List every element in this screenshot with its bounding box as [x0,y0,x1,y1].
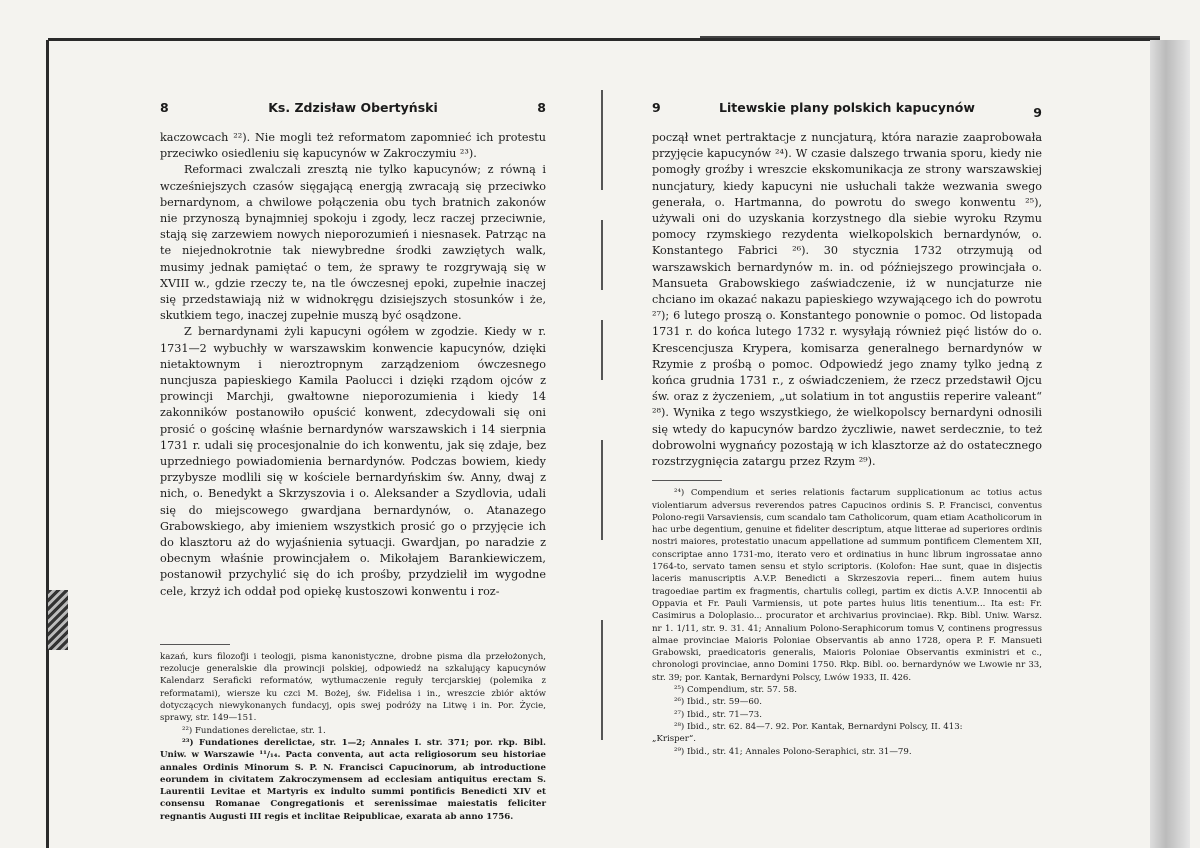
scan-edge-top [48,38,1160,41]
footnote-rule [160,644,230,645]
footnote: kazań, kurs filozofji i teologji, pisma kanonistyczne, drobne pisma dla przełożonych, rezolucje generalskie dla prowincji polskiej, odpowiedź na szkalujący kapucynów Kalendarz Seraficki reformatów, wytłumaczenie reguły tercjarskiej (polemika z reformatami), wiersze ku czci M. Bożej, św. Fidelisa i in., wreszcie zbiór aktów dotyczących niewykonanych fundacyj, opis swej podróży na Litwę i in. Por. Życie, sprawy, str. 149—151. [160,651,546,724]
book-gutter [598,60,606,848]
page-number: 9 [1033,105,1042,120]
binding-clip [48,590,68,650]
page-number: 8 [537,100,546,115]
left-page-header [160,98,546,118]
footnote: ²²) Fundationes derelictae, str. 1. [182,725,326,736]
footnote: ²⁹) Ibid., str. 41; Annales Polono-Seraphici, str. 31—79. [674,746,912,757]
page-number: 8 [160,100,169,115]
footnote: ²⁷) Ibid., str. 71—73. [674,709,763,720]
scan-edge-top-right [700,36,1160,38]
footnote: ²⁸) Ibid., str. 62. 84—7. 92. Por. Kantak, Bernardyni Polscy, II. 413: [674,721,963,732]
footnote: ²⁴) Compendium et series relationis factarum supplicationum ac totius actus violentiarum adversus reverendos patres Capucinos ordinis S. P. Francisci, conventus Polono-regii Varsaviensis, cum scandalo tam Catholicorum, quam etiam Acatholicorum in hac urbe degentium, genuine et fideliter descriptum, atque litterae ad superiores ordinis nostri maiores, protestatio unacum appellatione ad summum pontificem Clementem XII, conscriptae anno 1731-mo, iterato vero et ordinatius in hunc librum ingrossatae anno 1764-to, servato tamen sensu et stylo scriptoris. (Kolofon: Hae sunt, quae in disjectis laceris manuscriptis A.V.P. Benedicti a Skrzeszovia reperi... finem autem huius tragoediae partim ex fragmentis, chartulis collegi, partim ex dictis A.V.P. Innocentii ab Oppavia et Fr. Pauli Varmiensis, ut pote partes huius litis tenentium... Ita est: Fr. Casimirus a Doloplasio... procurator et archivarius provinciae). Rkp. Bibl. Uniw. Warsz. nr 1. 1/11, str. 9. 31. 41; Annalium Polono-Seraphicorum tomus V, continens progressus almae provinciae Maioris Poloniae Observantis ab anno 1728, opera P. F. Mansueti Grabowski, praedicatoris generalis, Maioris Poloniae Observantis exministri et c., chronologi provinciae, anno Domini 1750. Rkp. Bibl. oo. bernardynów we Lwowie nr 33, str. 39; por. Kantak, Bernardyni Polscy, Lwów 1933, II. 426. [652,488,1042,683]
paragraph: kaczowcach ²²). Nie mogli też reformatom zapomnieć ich protestu przeciwko osiedleniu się kapucynów w Zakroczymiu ²³). [160,131,546,161]
paragraph: Z bernardynami żyli kapucyni ogółem w zgodzie. Kiedy w r. 1731—2 wybuchły w warszawskim konwencie kapucynów, dzięki nietaktownym i nieroztropnym zarządzeniom ówczesnego nuncjusza papieskiego Kamila Paolucci i dzięki rządom ojców z prowincji Marchji, gwałtowne nieporozumienia i kiedy 14 zakonników postanowiło opuścić konwent, zdecydowali się oni prosić o gościnę właśnie bernardynów warszawskich i 14 sierpnia 1731 r. udali się procesjonalnie do ich konwentu, jak się zdaje, bez uprzedniego powiadomienia bernardynów. Podczas bowiem, kiedy przybysze modlili się w kościele bernardyńskim św. Anny, dwaj z nich, o. Benedykt a Skrzyszovia i o. Aleksander a Szydlovia, udali się do miejscowego gwardjana bernardynów, o. Atanazego Grabowskiego, aby imieniem wszystkich prosić go o przyjęcie ich do klasztoru aż do wyjaśnienia sytuacji. Gwardjan, po naradzie z obecnym właśnie prowincjałem o. Mikołajem Barankiewiczem, postanowił przychylić się do ich prośby, przydzielił im wygodne cele, krzyż ich oddał pod opiekę kustoszowi konwentu i roz- [160,325,546,598]
footnotes [160,651,546,823]
paragraph: począł wnet pertraktacje z nuncjaturą, która narazie zaaprobowała przyjęcie kapucynów ²⁴). W czasie dalszego trwania sporu, kiedy nie pomogły groźby i wreszcie ekskomunikacja ze strony warszawskiej nuncjatury, kiedy kapucyni nie usłuchali także wezwania swego generała, o. Hartmanna, do powrotu do swego konwentu ²⁵), używali oni do uzyskania korzystnego dla siebie wyroku Rzymu pomocy rzymskiego rezydenta wielkopolskich bernardynów, o. Konstantego Fabrici ²⁶). 30 stycznia 1732 otrzymują od warszawskich bernardynów m. in. od późniejszego prowincjała o. Mansueta Grabowskiego zaświadczenie, iż w nuncjaturze nie chciano im okazać nakazu papieskiego wzywającego ich do powrotu ²⁷); 6 lutego proszą o. Konstantego ponownie o pomoc. Od listopada 1731 r. do końca lutego 1732 r. wysyłają również pięć listów do o. Krescencjusza Krypera, komisarza generalnego bernardynów w Rzymie z prośbą o pomoc. Odpowiedź jego znamy tylko jedną z końca grudnia 1731 r., z oświadczeniem, że rzecz przedstawił Ojcu św. oraz z życzeniem, „ut solatium in tot angustiis reperire valeant“ ²⁸). Wynika z tego wszystkiego, że wielkopolscy bernardyni odnosili się wtedy do kapucynów bardzo życzliwie, nawet serdecznie, to też dobrowolni wygnańcy pozostają w ich klasztorze aż do ostatecznego rozstrzygnięcia zatargu przez Rzym ²⁹). [652,131,1042,469]
running-title: Litewskie plany polskich kapucynów [719,100,975,115]
scan-edge-right [1150,40,1190,848]
footnotes [652,487,1042,758]
body-text [652,130,1042,470]
body-text [160,130,546,600]
footnote: ²⁶) Ibid., str. 59—60. [674,697,763,708]
footnote: ²⁵) Compendium, str. 57. 58. [674,685,797,696]
right-page-header [652,98,1042,118]
page-number: 9 [652,100,661,115]
footnote-rule [652,480,722,481]
paragraph: Reformaci zwalczali zresztą nie tylko kapucynów; z równą i wcześniejszych czasów sięgającą energją zwracają się przeciwko bernardynom, a chwilowe połączenia obu tych bratnich zakonów nie przynoszą bynajmniej spokoju i zgody, lecz raczej przeciwnie, stają się zarzewiem nowych nieporozumień i niesnasek. Patrząc na te niejednokrotnie tak niewybredne środki zawziętych walk, musimy jednak pamiętać o tem, że sprawy te rozgrywają się w XVIII w., gdzie rzeczy te, na tle ówczesnej epoki, zupełnie inaczej się przedstawiają niż w widnokręgu dzisiejszych stosunków i że, skutkiem tego, inaczej zupełnie muszą być osądzone. [160,163,546,323]
left-page [160,98,546,823]
footnote: ²³) Fundationes derelictae, str. 1—2; Annales I. str. 371; por. rkp. Bibl. Uniw. w Warszawie ¹¹/₁₄. Pacta conventa, aut acta religiosorum seu historiae annales Ordinis Minorum S. P. N. Francisci Capucinorum, ab introductione eorundem in civitatem Zakroczymensem ad ecclesiam antiquitus erectam S. Laurentii Levitae et Martyris ex indulto summi pontificis Benedicti XIV et consensu Romanae Congregationis et serenissimae maiestatis feliciter regnantis Augusti III regis et inclitae Reipublicae, exarata ab anno 1756. [160,737,546,822]
scan-edge-left [46,40,49,848]
right-page [652,98,1042,758]
footnote: „Krisper“. [652,734,696,745]
running-title: Ks. Zdzisław Obertyński [268,100,438,115]
